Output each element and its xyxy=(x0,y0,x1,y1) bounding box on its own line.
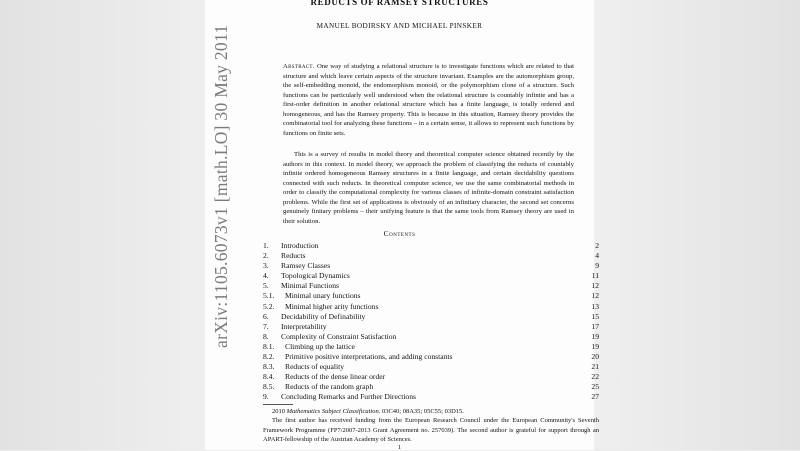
toc-entry-page: 13 xyxy=(591,301,599,311)
toc-entry[interactable] xyxy=(263,342,599,352)
document-page xyxy=(205,0,599,451)
toc-entry-number: 5. xyxy=(263,281,269,291)
toc-entry[interactable] xyxy=(263,241,599,251)
abstract-paragraph-1 xyxy=(283,62,574,138)
toc-entry[interactable] xyxy=(263,332,599,342)
toc-entry-page: 11 xyxy=(591,271,599,281)
toc-entry[interactable] xyxy=(263,312,599,322)
toc-entry-title: Interpretability xyxy=(281,321,327,331)
toc-entry-number: 9. xyxy=(263,392,269,402)
toc-entry-page: 12 xyxy=(591,281,599,291)
toc-entry-number: 1. xyxy=(263,241,269,250)
viewer-background-left xyxy=(0,0,205,450)
toc-entry-title: Primitive positive interpretations, and adding constants xyxy=(285,352,453,362)
abstract-paragraph-2: This is a survey of results in model theory and theoretical computer science obtained recently by the authors in this context. In model theory, we approach the problem of classifying the reducts of countably infinite ordered homogeneous Ramsey structures in a finite language, and certain decidability questions connected with such reducts. In theoretical computer science, we use the same combinatorial methods in order to classify the computational complexity for various classes of infinite-domain constraint satisfaction problems. While the first set of applications is obviously of an infinitary character, the second set concerns genuinely finitary problems – their unifying feature is that the same tools from Ramsey theory are used in their solution. xyxy=(283,151,574,225)
toc-entry-number: 7. xyxy=(263,321,269,331)
toc-entry-page: 19 xyxy=(591,331,599,341)
abstract-label: Abstract. xyxy=(283,63,315,70)
toc-entry[interactable] xyxy=(263,251,599,261)
toc-entry[interactable] xyxy=(263,352,599,362)
paper-title: REDUCTS OF RAMSEY STRUCTURES xyxy=(310,0,489,7)
toc-entry[interactable] xyxy=(263,291,599,301)
arxiv-stamp: arXiv:1105.6073v1 [math.LO] 30 May 2011 xyxy=(211,24,231,348)
toc-entry-page: 2 xyxy=(595,241,599,250)
toc-entry-title: Decidability of Definability xyxy=(281,311,366,321)
toc-entry-page: 27 xyxy=(591,392,599,402)
viewer-background-right xyxy=(591,0,800,450)
msc-codes: 03C40; 08A35; 05C55; 03D15. xyxy=(381,408,464,415)
toc-entry-number: 5.1. xyxy=(263,291,275,301)
msc-year: 2010 xyxy=(272,408,285,415)
funding-footnote: The first author has received funding from the European Research Council under the European Community's Seventh Framework Programme (FP7/2007-2013 Grant Agreement no. 257039). The second author is grateful for support through an APART-fellowship of the Austrian Academy of Sciences. xyxy=(263,417,599,443)
toc-entry-page: 22 xyxy=(591,372,599,382)
toc-entry[interactable] xyxy=(263,372,599,382)
msc-footnote xyxy=(263,407,599,416)
toc-entry-number: 8.3. xyxy=(263,362,275,372)
toc-entry-page: 25 xyxy=(591,382,599,392)
toc-entry-number: 5.2. xyxy=(263,301,275,311)
toc-entry-number: 8.5. xyxy=(263,382,275,392)
toc-entry-number: 8.4. xyxy=(263,372,275,382)
footnote-rule xyxy=(263,404,293,405)
toc-entry-page: 21 xyxy=(591,362,599,372)
toc-entry-number: 6. xyxy=(263,311,269,321)
page-number: 1 xyxy=(397,444,402,451)
toc-entry-title: Reducts of the dense linear order xyxy=(285,372,386,382)
toc-entry-page: 17 xyxy=(591,321,599,331)
toc-entry-number: 8. xyxy=(263,331,269,341)
toc-entry-title: Minimal Functions xyxy=(281,281,340,291)
toc-entry[interactable] xyxy=(263,382,599,392)
toc-entry[interactable] xyxy=(263,271,599,281)
table-of-contents xyxy=(263,241,599,403)
toc-entry-title: Introduction xyxy=(281,241,319,250)
toc-entry-page: 12 xyxy=(591,291,599,301)
toc-entry-title: Concluding Remarks and Further Directions xyxy=(281,392,416,402)
toc-entry-title: Complexity of Constraint Satisfaction xyxy=(281,331,397,341)
toc-entry[interactable] xyxy=(263,302,599,312)
toc-entry-title: Reducts of equality xyxy=(285,362,345,372)
toc-entry-number: 3. xyxy=(263,261,269,271)
toc-entry[interactable] xyxy=(263,261,599,271)
toc-entry-title: Ramsey Classes xyxy=(281,261,331,271)
msc-label: Mathematics Subject Classification. xyxy=(286,408,381,415)
toc-entry-title: Reducts xyxy=(281,251,306,261)
toc-entry-page: 4 xyxy=(595,251,599,261)
toc-entry[interactable] xyxy=(263,362,599,372)
abstract-text-1: One way of studying a relational structure is to investigate functions which are related to that structure and which leave certain aspects of the structure invariant. Examples are the automorphism group, the self-embedding monoid, the endomorphism monoid, or the polymorphism clone of a structure. Such functions can be particularly well understood when the relational structure is countably infinite and has a first-order definition in another relational structure which has a finite language, is totally ordered and homogeneous, and has the Ramsey property. This is because in this situation, Ramsey theory provides the combinatorial tool for analyzing these functions – in a certain sense, it allows to represent such functions by functions on finite sets. xyxy=(283,63,574,137)
toc-entry-page: 15 xyxy=(591,311,599,321)
toc-entry-title: Topological Dynamics xyxy=(281,271,350,281)
toc-entry-title: Minimal higher arity functions xyxy=(285,301,379,311)
toc-entry-number: 8.2. xyxy=(263,352,275,362)
toc-entry[interactable] xyxy=(263,392,599,402)
toc-entry-page: 9 xyxy=(595,261,599,271)
toc-entry-number: 8.1. xyxy=(263,341,275,351)
toc-entry-title: Minimal unary functions xyxy=(285,291,361,301)
toc-entry-title: Climbing up the lattice xyxy=(285,341,355,351)
toc-entry[interactable] xyxy=(263,281,599,291)
footnotes xyxy=(263,407,599,444)
toc-entry-number: 4. xyxy=(263,271,269,281)
toc-entry[interactable] xyxy=(263,322,599,332)
toc-entry-page: 19 xyxy=(591,341,599,351)
contents-heading: Contents xyxy=(383,229,416,238)
toc-entry-number: 2. xyxy=(263,251,269,261)
paper-authors: MANUEL BODIRSKY AND MICHAEL PINSKER xyxy=(316,22,483,30)
toc-entry-page: 20 xyxy=(591,352,599,362)
toc-entry-title: Reducts of the random graph xyxy=(285,382,374,392)
